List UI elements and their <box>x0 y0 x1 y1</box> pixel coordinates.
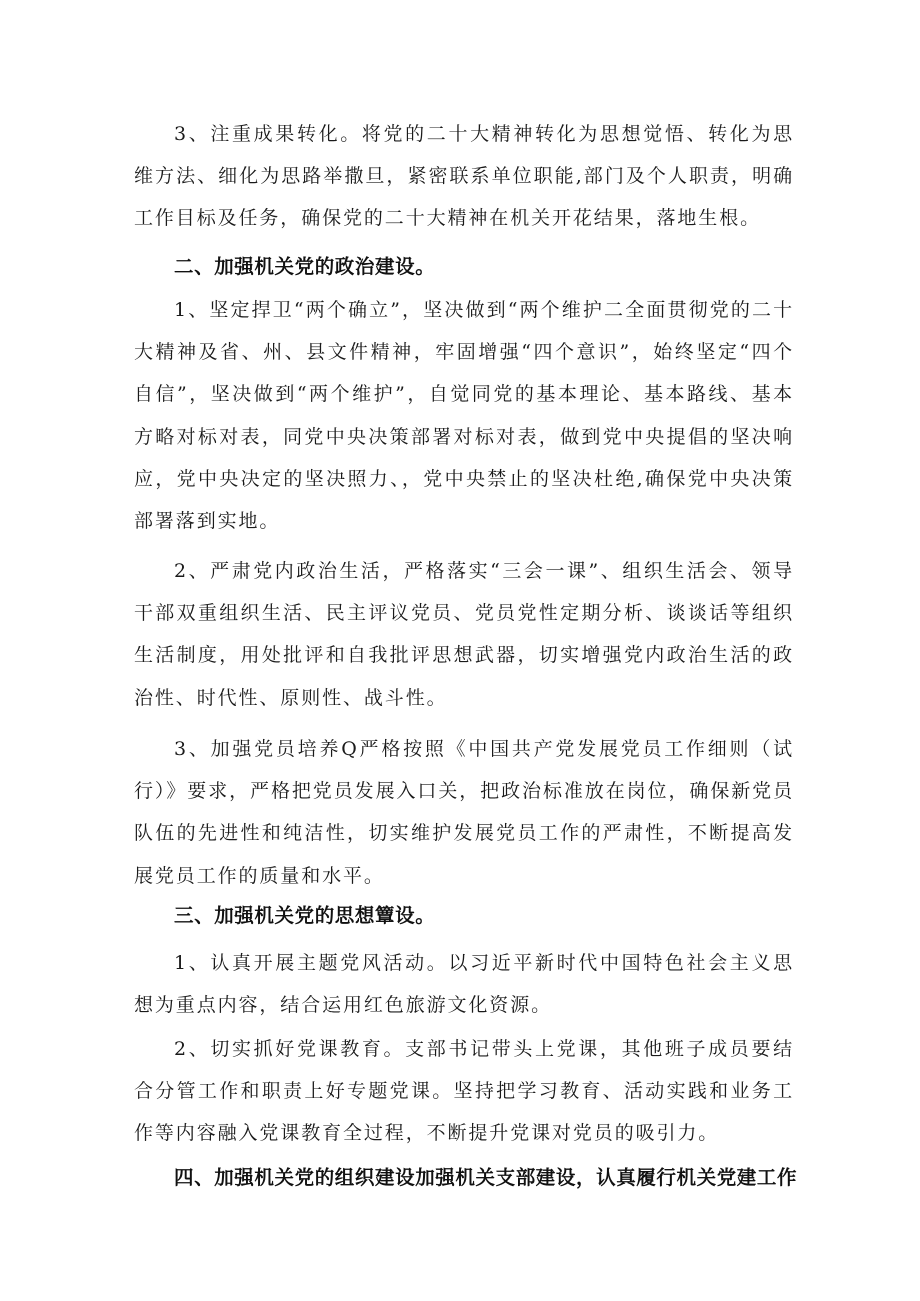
heading-organizational-building: 四、加强机关党的组织建设加强机关支部建设，认真履行机关党建工作 <box>174 1166 798 1189</box>
heading-ideological-building: 三、加强机关党的思想簟设。 <box>174 904 436 927</box>
heading-political-building: 二、加强机关党的政治建设。 <box>174 255 436 278</box>
paragraph-party-lessons: 2、切实抓好党课教育。支部书记带头上党课，其他班子成员要结合分管工作和职责上好专题党课。坚持把学习教育、活动实践和业务工作等内容融入党课教育全过程，不断提升党课对党员的吸引力。 <box>134 1038 794 1145</box>
paragraph-member-cultivation: 3、加强党员培养Q严格按照《中国共产党发展党员工作细则（试行）》要求，严格把党员发展入口关，把政治标准放在岗位，确保新党员队伍的先进性和纯洁性，切实维护发展党员工作的严肃性，不断提高发展党员工作的质量和水平。 <box>134 738 794 887</box>
paragraph-two-establishments: 1、坚定捍卫“两个确立”，坚决做到“两个维护二全面贯彻党的二十大精神及省、州、县文件精神，牢固增强“四个意识”，始终坚定“四个自信”，坚决做到“两个维护”，自觉同党的基本理论、基本路线、基本方略对标对表，同党中央决策部署对标对表，做到党中央提倡的坚决响应，党中央决定的坚决照力、，党中央禁止的坚决杜绝,确保党中央决策部署落到实地。 <box>134 299 794 533</box>
paragraph-result-transformation: 3、注重成果转化。将党的二十大精神转化为思想觉悟、转化为思维方法、细化为思路举撒旦，紧密联系单位职能,部门及个人职责，明确工作目标及任务，确保党的二十大精神在机关开花结果，落地生根。 <box>134 123 794 230</box>
paragraph-party-political-life: 2、严肃党内政治生活，严格落实“三会一课”、组织生活会、领导干部双重组织生活、民主评议党员、党员党性定期分析、谈谈话等组织生活制度，用处批评和自我批评思想武器，切实增强党内政治生活的政治性、时代性、原则性、战斗性。 <box>134 560 794 709</box>
paragraph-theme-activities: 1、认真开展主题党风活动。以习近平新时代中国特色社会主义思想为重点内容，结合运用红色旅游文化资源。 <box>134 952 794 1017</box>
